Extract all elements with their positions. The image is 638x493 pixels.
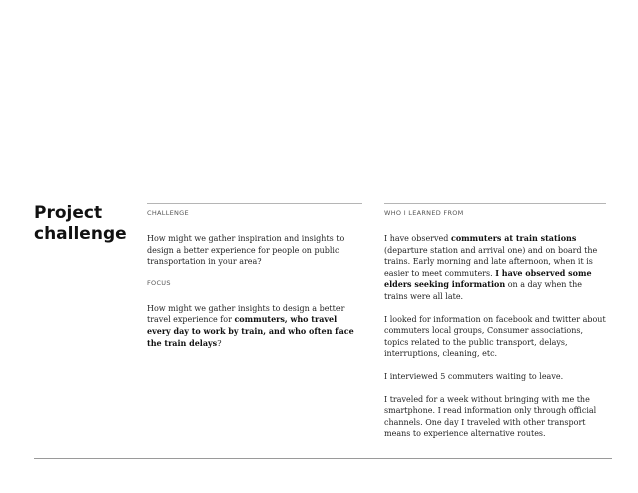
- travel-paragraph: I traveled for a week without bringing with me the smartphone. I read information only through official channels. One day I traveled with other transport means to experience alternative routes.: [384, 394, 597, 439]
- page-title: [34, 203, 127, 245]
- observation-text-c: (departure station and arrival one) and on board the trains. Early morning and late afternoon, when it is easier to meet commuters.: [384, 245, 598, 278]
- observation-bold-1: commuters at train stations: [450, 233, 577, 243]
- observation-bold-2: I have observed some elders seeking information: [384, 267, 592, 290]
- observation-paragraph: [384, 233, 606, 303]
- focus-label: FOCUS: [147, 278, 171, 287]
- focus-text-start: How might we gather insights to design a better travel experience for: [147, 303, 345, 325]
- page-title-line-2: challenge: [34, 224, 127, 244]
- page-title-line-1: Project: [34, 203, 103, 223]
- challenge-column: [147, 203, 362, 349]
- footer-divider: [34, 458, 612, 459]
- learned-from-divider: [384, 203, 606, 204]
- challenge-divider: [147, 203, 362, 204]
- observation-text-d: on a day when the trains were all late.: [384, 280, 583, 301]
- interview-paragraph: I interviewed 5 commuters waiting to leave.: [384, 371, 564, 381]
- challenge-text: How might we gather inspiration and insights to design a better experience for people on public transportation in your area?: [147, 234, 345, 267]
- focus-text: [147, 303, 362, 349]
- focus-text-bold: commuters, who travel every day to work by train, and who often face the train delays: [147, 314, 354, 348]
- learned-from-column: [384, 203, 606, 440]
- observation-text-a: I have observed: [384, 234, 451, 243]
- challenge-label: CHALLENGE: [147, 209, 189, 217]
- learned-from-label: WHO I LEARNED FROM: [384, 209, 464, 217]
- focus-text-end: ?: [217, 338, 222, 348]
- research-paragraph: I looked for information on facebook and twitter about commuters local groups, Consumer associations, topics related to the public transport, delays, interruptions, cleaning, etc.: [384, 314, 606, 359]
